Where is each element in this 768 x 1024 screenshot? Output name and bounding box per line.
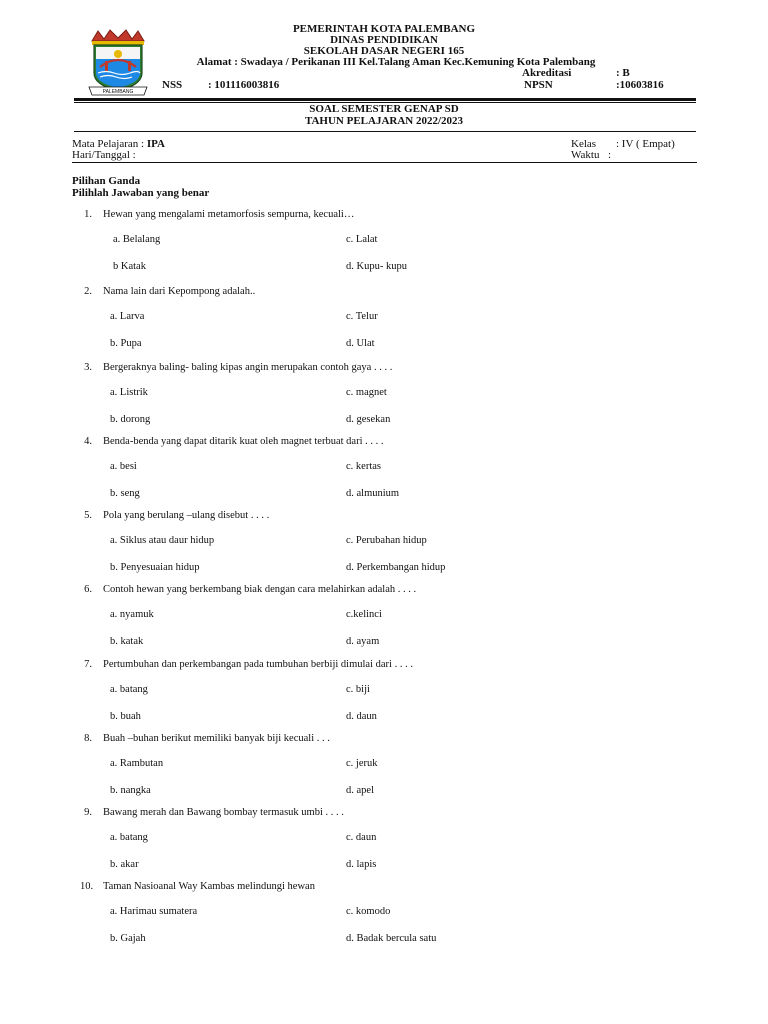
question-text: Pertumbuhan dan perkembangan pada tumbuhan berbiji dimulai dari . . . . (103, 659, 413, 670)
question-text: Hewan yang mengalami metamorfosis sempurna, kecuali… (103, 209, 355, 220)
question-number: 6. (84, 584, 92, 595)
info-divider (72, 162, 697, 163)
header-line-2: DINAS PENDIDIKAN (330, 34, 438, 46)
question-number: 10. (80, 881, 94, 892)
option-a: a. besi (110, 461, 137, 472)
option-a: a. batang (110, 832, 148, 843)
subject-label: Mata Pelajaran : (72, 138, 145, 150)
question-number: 1. (84, 209, 92, 220)
time-value: : (608, 149, 612, 161)
date-label: Hari/Tanggal : (72, 149, 136, 161)
npsn-label: NPSN (524, 79, 553, 91)
option-c: c. kertas (346, 461, 381, 472)
option-c: c. biji (346, 684, 370, 695)
option-b: b. Pupa (110, 338, 142, 349)
option-a: a. Siklus atau daur hidup (110, 535, 215, 546)
question-text: Bawang merah dan Bawang bombay termasuk umbi . . . . (103, 807, 344, 818)
option-b: b. nangka (110, 785, 151, 796)
option-b: b. akar (110, 859, 139, 870)
letterhead (0, 0, 768, 100)
title-divider (74, 131, 696, 132)
question-number: 2. (84, 286, 92, 297)
option-d: d. lapis (346, 859, 377, 870)
question-number: 3. (84, 362, 92, 373)
section-title: Pilihan Ganda (72, 175, 141, 187)
option-b: b. buah (110, 711, 141, 722)
option-c: c.kelinci (346, 609, 382, 620)
option-d: d. Kupu- kupu (346, 261, 407, 272)
subject-value: IPA (146, 138, 165, 150)
question-text: Taman Nasioanal Way Kambas melindungi hewan (103, 881, 315, 892)
header-line-3: SEKOLAH DASAR NEGERI 165 (303, 45, 465, 57)
header-divider-thick (74, 98, 696, 101)
time-label: Waktu (571, 149, 600, 161)
option-b: b. katak (110, 636, 144, 647)
question-text: Buah –buhan berikut memiliki banyak biji kecuali . . . (103, 733, 330, 744)
question-number: 9. (84, 807, 92, 818)
question-number: 4. (84, 436, 92, 447)
header-address: Alamat : Swadaya / Perikanan III Kel.Talang Aman Kec.Kemuning Kota Palembang (196, 56, 596, 68)
option-b: b. Gajah (110, 933, 146, 944)
option-d: d. apel (346, 785, 374, 796)
class-label: Kelas (571, 138, 597, 150)
question-text: Nama lain dari Kepompong adalah.. (103, 286, 256, 297)
section-instruction: Pilihlah Jawaban yang benar (72, 187, 210, 199)
option-b: b. seng (110, 488, 140, 499)
option-d: d. almunium (346, 488, 400, 499)
option-c: c. Telur (346, 311, 378, 322)
question-text: Bergeraknya baling- baling kipas angin merupakan contoh gaya . . . . (103, 362, 393, 373)
option-d: d. Perkembangan hidup (346, 562, 446, 573)
akreditasi-label: Akreditasi (522, 67, 572, 79)
header-line-1: PEMERINTAH KOTA PALEMBANG (292, 23, 476, 35)
npsn-value: :10603816 (616, 79, 664, 91)
option-a: a. Harimau sumatera (110, 906, 198, 917)
option-d: d. ayam (346, 636, 380, 647)
akreditasi-value: : B (616, 67, 630, 79)
option-c: c. Lalat (346, 234, 378, 245)
option-a: a. Rambutan (110, 758, 164, 769)
question-text: Pola yang berulang –ulang disebut . . . . (103, 510, 270, 521)
option-a: a. nyamuk (110, 609, 154, 620)
option-b: b. Penyesuaian hidup (110, 562, 200, 573)
nss-label: NSS (162, 79, 183, 91)
nss-value: : 101116003816 (208, 79, 280, 91)
option-c: c. komodo (346, 906, 391, 917)
exam-title: SOAL SEMESTER GENAP SD (309, 103, 459, 115)
option-c: c. jeruk (346, 758, 378, 769)
option-a: a. Belalang (113, 234, 161, 245)
option-a: a. batang (110, 684, 148, 695)
question-text: Benda-benda yang dapat ditarik kuat oleh magnet terbuat dari . . . . (103, 436, 384, 447)
class-value: : IV ( Empat) (616, 138, 675, 150)
option-c: c. Perubahan hidup (346, 535, 427, 546)
question-number: 5. (84, 510, 92, 521)
exam-year: TAHUN PELAJARAN 2022/2023 (304, 115, 464, 127)
option-c: c. daun (346, 832, 377, 843)
option-c: c. magnet (346, 387, 387, 398)
option-a: a. Larva (110, 311, 145, 322)
question-number: 8. (84, 733, 92, 744)
option-d: d. gesekan (346, 414, 391, 425)
option-a: a. Listrik (110, 387, 148, 398)
option-b: b. dorong (110, 414, 151, 425)
question-number: 7. (84, 659, 92, 670)
logo-text: PALEMBANG (102, 89, 134, 95)
question-text: Contoh hewan yang berkembang biak dengan cara melahirkan adalah . . . . (103, 584, 417, 595)
option-d: d. daun (346, 711, 377, 722)
option-b: b Katak (113, 261, 146, 272)
option-d: d. Badak bercula satu (346, 933, 437, 944)
option-d: d. Ulat (346, 338, 375, 349)
